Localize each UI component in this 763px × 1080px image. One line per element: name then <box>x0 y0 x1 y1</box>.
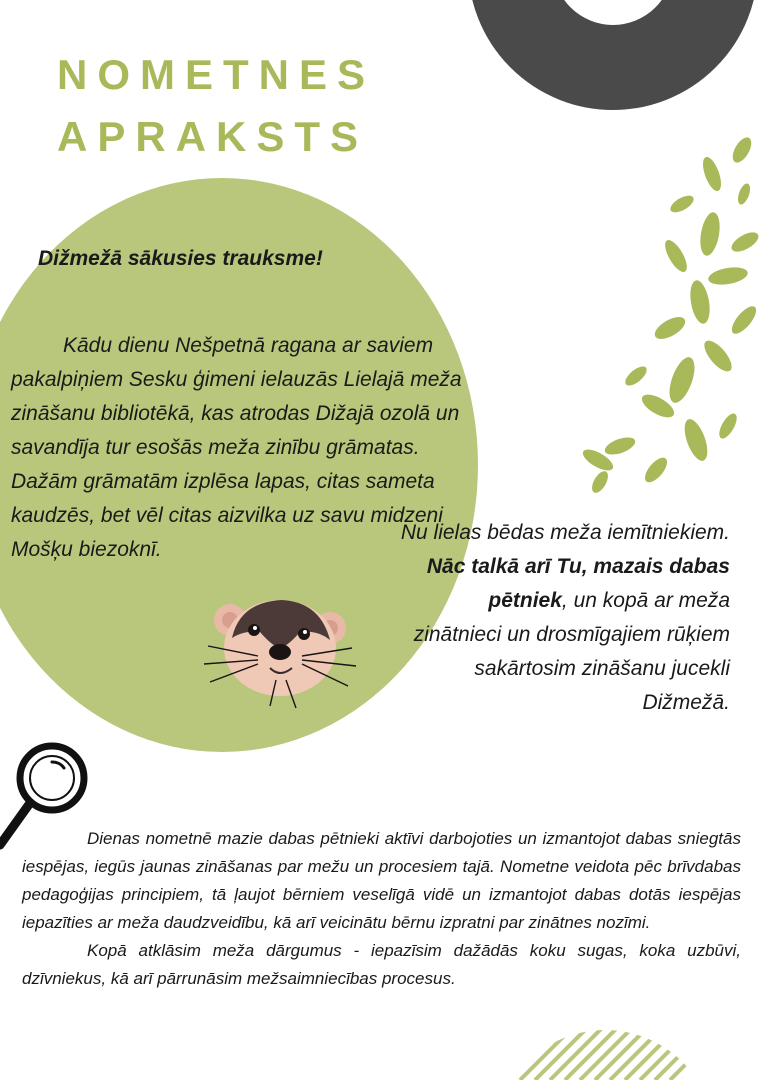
story-text: Kādu dienu Nešpetnā ragana ar saviem pakalpiņiem Sesku ģimeni ielauzās Lielajā meža zināšanu bibliotēkā, kas atrodas Dižajā ozolā un savandīja tur esošās meža zinību grāmatas. Dažām grāmatām izplēsa lapas, citas sameta kaudzēs, bet vēl citas aizvilka uz savu midzeni Mošķu biezoknī. <box>11 334 462 561</box>
stripes-decoration <box>490 1020 710 1080</box>
title-line-2: APRAKSTS <box>57 113 369 160</box>
donut-shape <box>468 0 758 110</box>
title-line-1: NOMETNES <box>57 51 376 98</box>
callout-rest: , un kopā ar meža zinātnieci un drosmīgajiem rūķiem sakārtosim zināšanu jucekli Dižmežā. <box>413 589 730 714</box>
description-paragraph-2: Kopā atklāsim meža dārgumus - iepazīsim dažādās koku sugas, koka uzbūvi, dzīvniekus, kā arī pārrunāsim mežsaimniecības procesus. <box>22 941 741 988</box>
ferret-face-illustration <box>200 590 360 712</box>
callout-text <box>400 516 730 720</box>
callout-intro: Nu lielas bēdas meža iemītniekiem. <box>400 521 730 544</box>
leaves-decoration <box>560 130 763 500</box>
camp-description <box>22 825 741 993</box>
story-paragraph <box>11 329 467 567</box>
story-subtitle: Dižmežā sākusies trauksme! <box>38 247 323 270</box>
page-title <box>57 44 375 168</box>
callout-bold: Nāc talkā arī Tu, mazais dabas pētniek <box>426 555 730 612</box>
description-paragraph-1: Dienas nometnē mazie dabas pētnieki aktīvi darbojoties un izmantojot dabas sniegtās iespējas, iegūs jaunas zināšanas par mežu un procesiem tajā. Nometne veidota pēc brīvdabas pedagoģijas principiem, tā ļaujot bērniem veselīgā vidē un izmantojot dabas dotās iespējas iepazīties ar meža daudzveidību, kā arī veicinātu bērnu izpratni par zinātnes nozīmi. <box>22 829 741 932</box>
